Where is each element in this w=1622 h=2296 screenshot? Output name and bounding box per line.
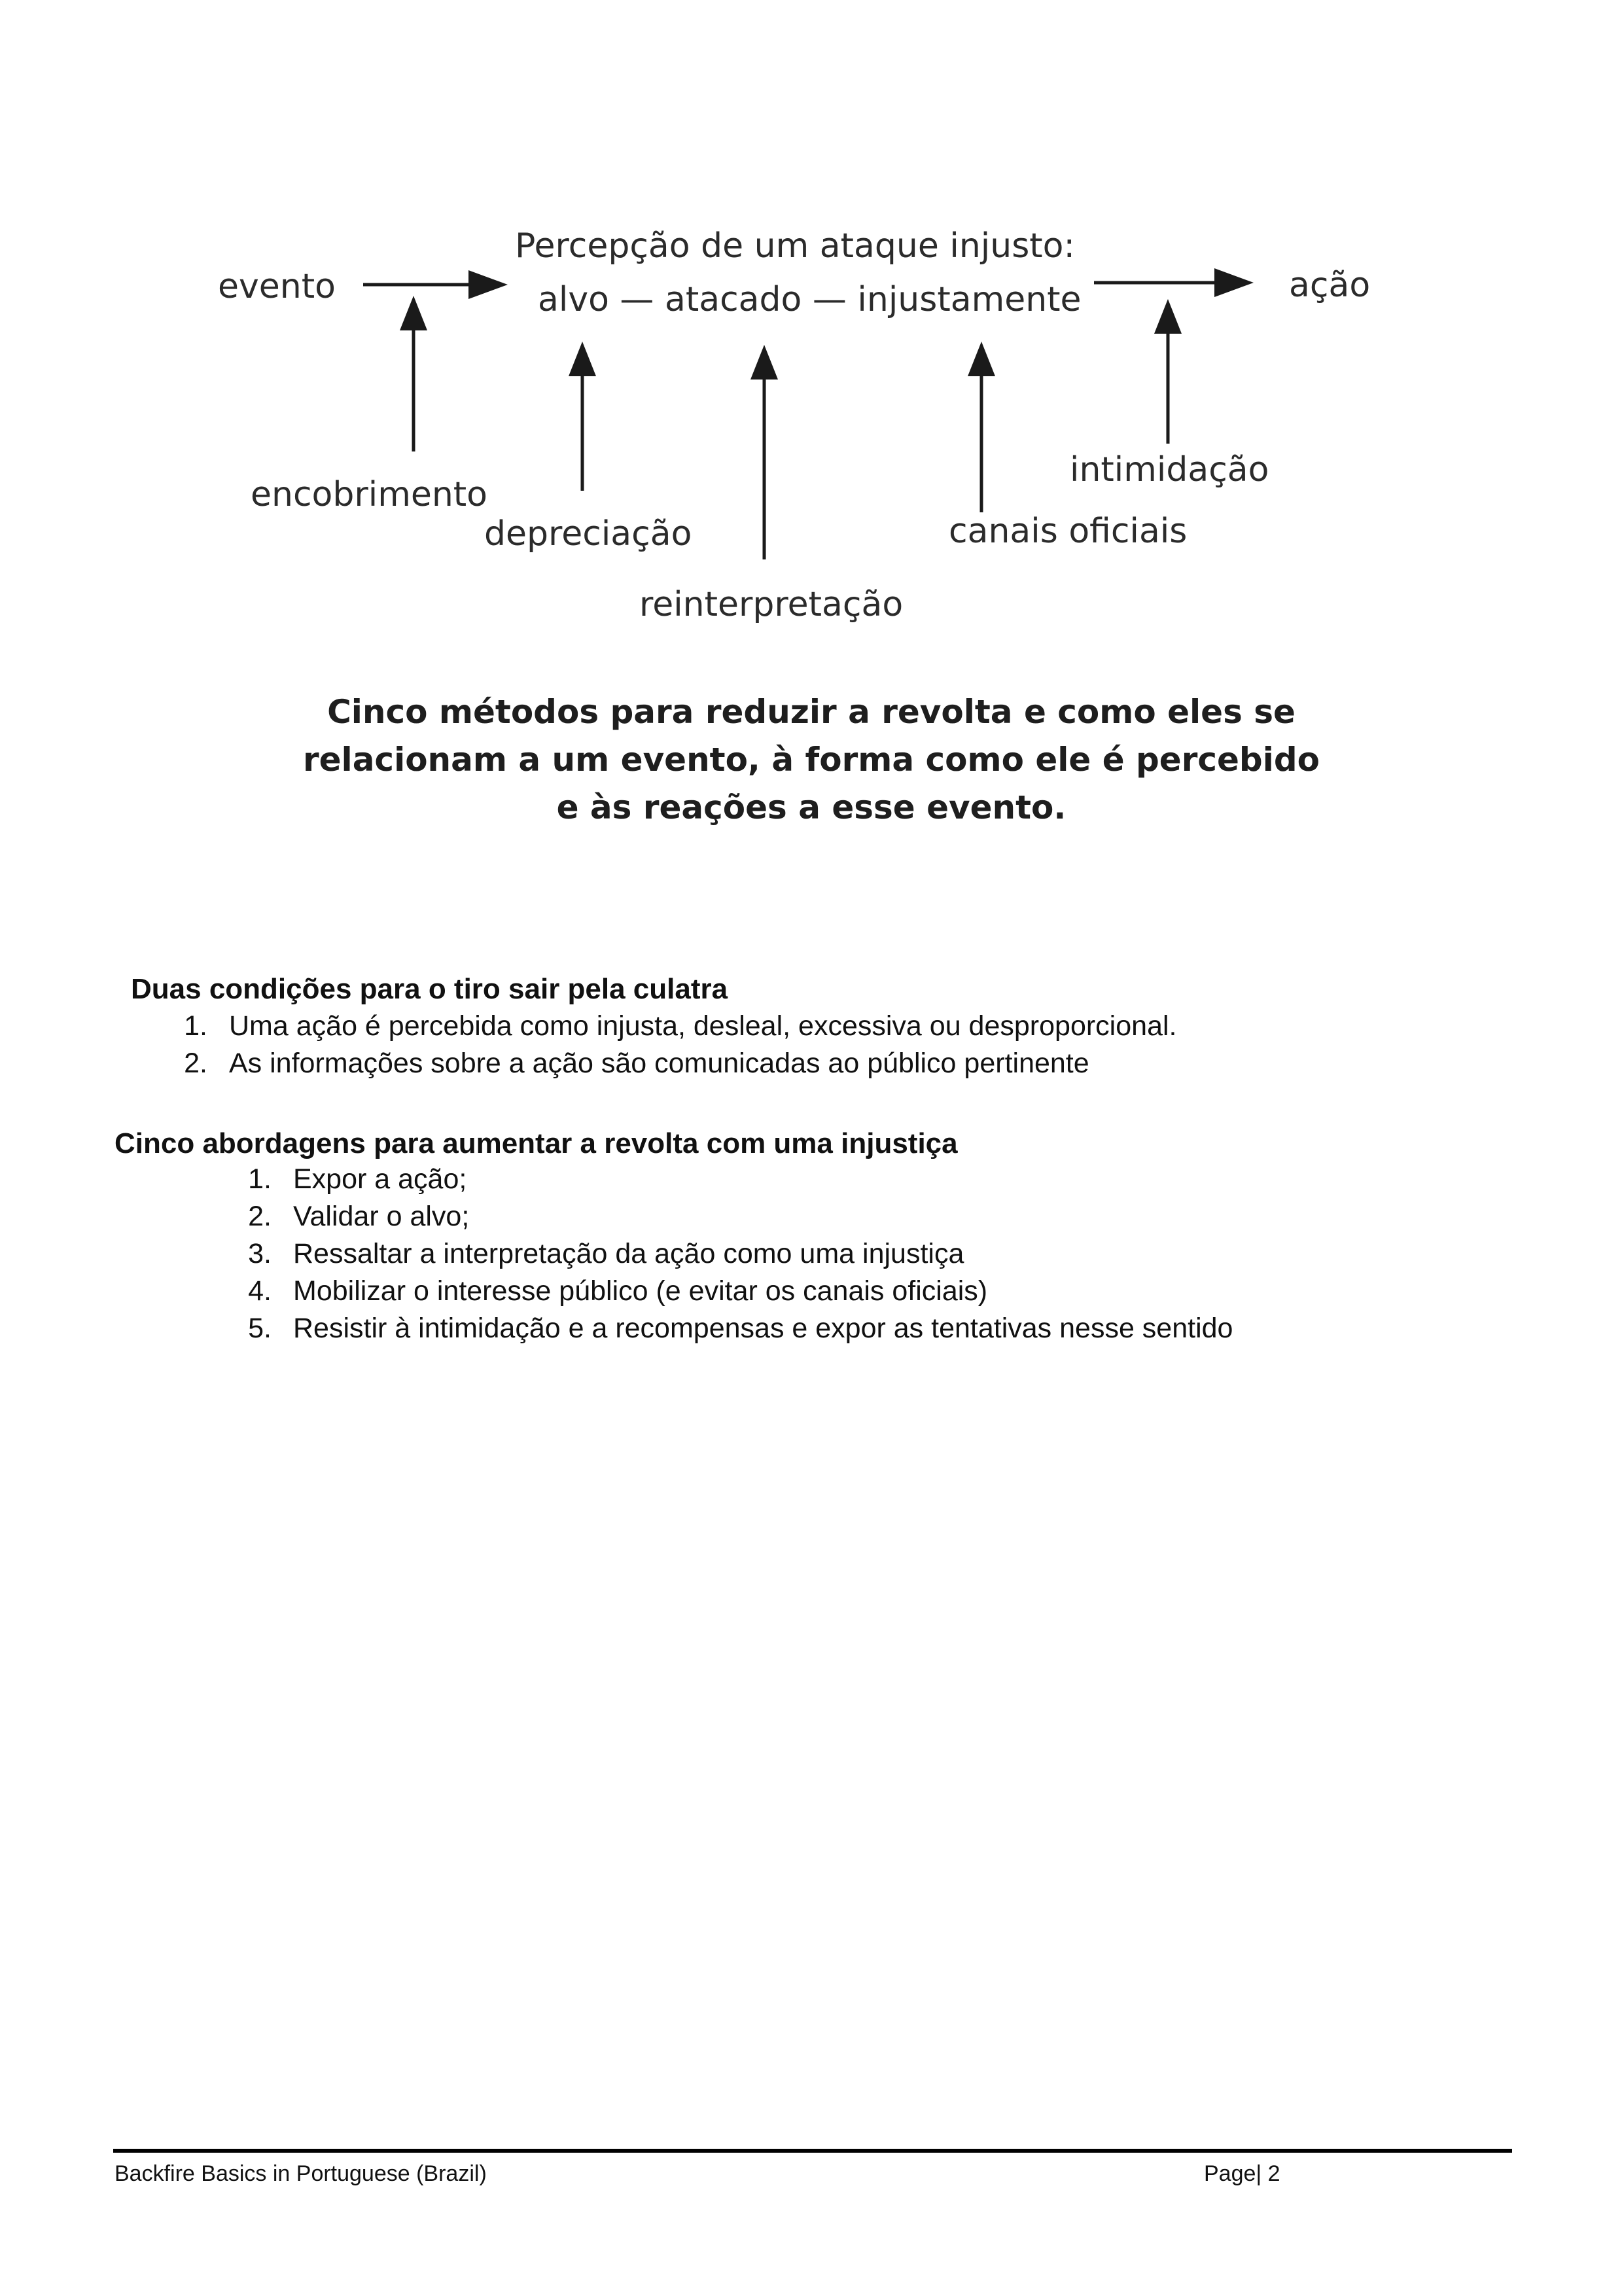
approaches-title: Cinco abordagens para aumentar a revolta com uma injustiça [115,1127,958,1159]
perception-subtitle: alvo — atacado — injustamente [538,280,1082,319]
list-item [168,1045,1346,1082]
list-text: Validar o alvo; [293,1201,470,1232]
arrowhead-official-channels [968,342,995,376]
method-reinterpretation: reinterpretação [639,585,904,624]
list-number: 4. [248,1275,272,1307]
method-official-channels: canais oficiais [949,512,1188,551]
list-text: Uma ação é percebida como injusta, desleal, excessiva ou desproporcional. [229,1010,1177,1042]
list-number: 5. [248,1313,272,1344]
list-number: 3. [248,1238,272,1269]
conditions-title: Duas condições para o tiro sair pela culatra [131,973,728,1005]
arrowhead-cover-up [400,296,427,330]
arrowhead-perception-to-action [1214,268,1254,297]
footer-rule [113,2149,1512,2153]
caption-line: relacionam a um evento, à forma como ele é percebido [302,741,1320,779]
arrowhead-devaluation [569,342,596,376]
list-item [232,1161,1410,1198]
list-item [232,1273,1410,1310]
conditions-list [168,1008,1346,1082]
arrowhead-intimidation [1154,299,1182,334]
event-label: evento [218,267,336,306]
list-item [232,1235,1410,1273]
caption-line: e às reações a esse evento. [556,788,1067,826]
list-number: 1. [248,1163,272,1195]
list-number: 2. [184,1048,207,1079]
arrowhead-event-to-perception [468,270,508,299]
list-text: As informações sobre a ação são comunicadas ao público pertinente [229,1048,1089,1079]
backfire-diagram [0,0,1622,826]
footer-page-number: Page| 2 [1204,2161,1280,2186]
diagram-caption [288,688,1335,832]
list-item [232,1198,1410,1235]
approaches-list [232,1161,1410,1347]
caption-line: Cinco métodos para reduzir a revolta e como eles se [327,693,1296,731]
arrowhead-reinterpretation [750,345,778,380]
footer-document-title: Backfire Basics in Portuguese (Brazil) [115,2161,487,2186]
list-item [168,1008,1346,1045]
method-devaluation: depreciação [484,514,692,554]
list-number: 2. [248,1201,272,1232]
list-text: Mobilizar o interesse público (e evitar os canais oficiais) [293,1275,988,1307]
list-text: Expor a ação; [293,1163,467,1195]
method-cover-up: encobrimento [251,475,487,514]
method-intimidation: intimidação [1070,450,1269,489]
list-text: Ressaltar a interpretação da ação como uma injustiça [293,1238,964,1269]
perception-title: Percepção de um ataque injusto: [515,226,1076,266]
diagram-arrows [0,0,1622,654]
list-text: Resistir à intimidação e a recompensas e expor as tentativas nesse sentido [293,1313,1233,1344]
list-number: 1. [184,1010,207,1042]
list-item [232,1310,1410,1347]
action-label: ação [1289,266,1371,305]
